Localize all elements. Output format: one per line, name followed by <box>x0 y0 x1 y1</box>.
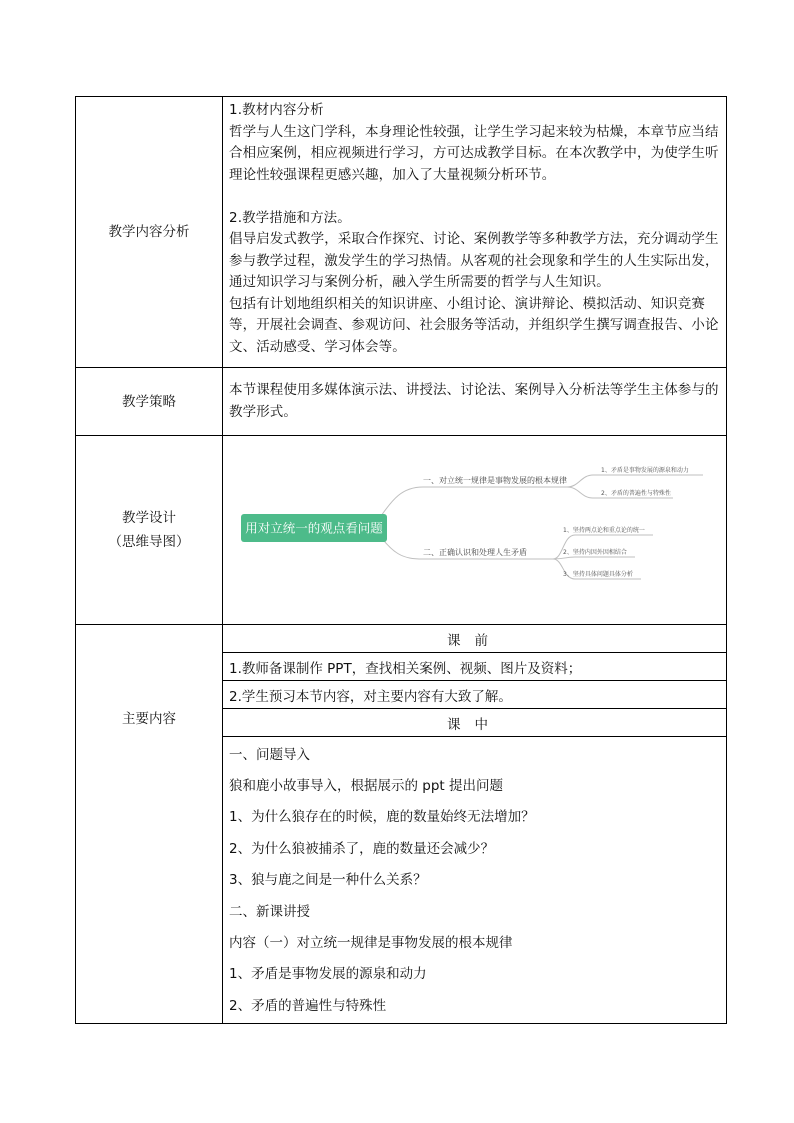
before-item: 2.学生预习本节内容，对主要内容有大致了解。 <box>223 681 726 709</box>
content-analysis-cell <box>223 97 727 368</box>
methods-paragraph: 倡导启发式教学，采取合作探究、讨论、案例教学等多种教学方法，充分调动学生参与教学过程，激发学生的学习热情。从客观的社会现象和学生的人生实际出发，通过知识学习与案例分析，融入学生所需要的哲学与人生知识。 <box>229 231 719 290</box>
strategy-cell <box>223 368 727 436</box>
design-row <box>76 436 727 625</box>
main-content-label: 主要内容 <box>76 625 223 1024</box>
heading-methods: 2.教学措施和方法。 <box>229 209 351 226</box>
during-item: 一、问题导入 <box>229 746 310 763</box>
mindmap-leaf-2-2: 2、坚持内因外因相结合 <box>563 548 627 556</box>
during-item: 2、为什么狼被捕杀了，鹿的数量还会减少？ <box>229 840 495 857</box>
design-label-cell <box>76 436 223 625</box>
mindmap-cell <box>223 436 727 625</box>
design-label: 教学设计 <box>122 510 176 526</box>
mindmap-root-label: 用对立统一的观点看问题 <box>245 520 383 535</box>
material-analysis-paragraph: 哲学与人生这门学科，本身理论性较强，让学生学习起来较为枯燥，本章节应当结合相应案例，相应视频进行学习，方可达成教学目标。在本次教学中，为使学生听理论性较强课程更感兴趣，加入了大量视频分析环节。 <box>229 123 719 183</box>
connector-leaf-1-1 <box>567 475 703 487</box>
during-items-cell <box>223 737 726 1020</box>
during-item: 3、狼与鹿之间是一种什么关系？ <box>229 872 427 889</box>
during-item: 1、矛盾是事物发展的源泉和动力 <box>229 966 427 983</box>
strategy-text: 本节课程使用多媒体演示法、讲授法、讨论法、案例导入分析法等学生主体参与的教学形式。 <box>229 382 719 420</box>
during-item: 狼和鹿小故事导入，根据展示的 ppt 提出问题 <box>229 778 504 795</box>
section-before-class: 课前 <box>223 625 726 653</box>
mindmap-leaf-1-2: 2、矛盾的普遍性与特殊性 <box>601 489 671 497</box>
main-content-cell <box>223 625 727 1024</box>
connector-leaf-2-2 <box>553 557 635 559</box>
mindmap-leaf-2-1: 1、坚持两点论和重点论的统一 <box>563 526 645 534</box>
heading-material-analysis: 1.教材内容分析 <box>229 102 324 118</box>
main-content-row <box>76 625 727 1024</box>
content-analysis-text <box>223 97 726 358</box>
during-item: 1、为什么狼存在的时候，鹿的数量始终无法增加？ <box>229 809 535 826</box>
strategy-row <box>76 368 727 436</box>
lesson-plan-table <box>75 96 727 1024</box>
content-analysis-label: 教学内容分析 <box>76 97 223 368</box>
mindmap-leaf-2-3: 3、坚持具体问题具体分析 <box>563 570 633 578</box>
activities-paragraph: 包括有计划地组织相关的知识讲座、小组讨论、演讲辩论、模拟活动、知识竞赛等，开展社会调查、参观访问、社会服务等活动，并组织学生撰写调查报告、小论文、活动感受、学习体会等。 <box>229 295 719 355</box>
design-sublabel: （思维导图） <box>108 534 190 550</box>
mindmap-branch-1: 一、对立统一规律是事物发展的根本规律 <box>423 475 567 485</box>
mindmap-leaf-1-1: 1、矛盾是事物发展的源泉和动力 <box>601 466 689 474</box>
during-item: 2、矛盾的普遍性与特殊性 <box>229 997 387 1014</box>
connector-branch-1 <box>375 487 567 525</box>
strategy-label: 教学策略 <box>76 368 223 436</box>
mindmap-branch-2: 二、正确认识和处理人生矛盾 <box>423 547 527 557</box>
main-content-table <box>223 625 726 1020</box>
paragraph-gap <box>229 186 720 208</box>
during-item: 内容（一）对立统一规律是事物发展的根本规律 <box>229 935 513 952</box>
during-item: 二、新课讲授 <box>229 903 310 920</box>
section-during-class: 课中 <box>223 709 726 737</box>
before-item: 1.教师备课制作 PPT，查找相关案例、视频、图片及资料； <box>223 653 726 681</box>
mindmap <box>223 437 727 624</box>
content-analysis-row <box>76 97 727 368</box>
